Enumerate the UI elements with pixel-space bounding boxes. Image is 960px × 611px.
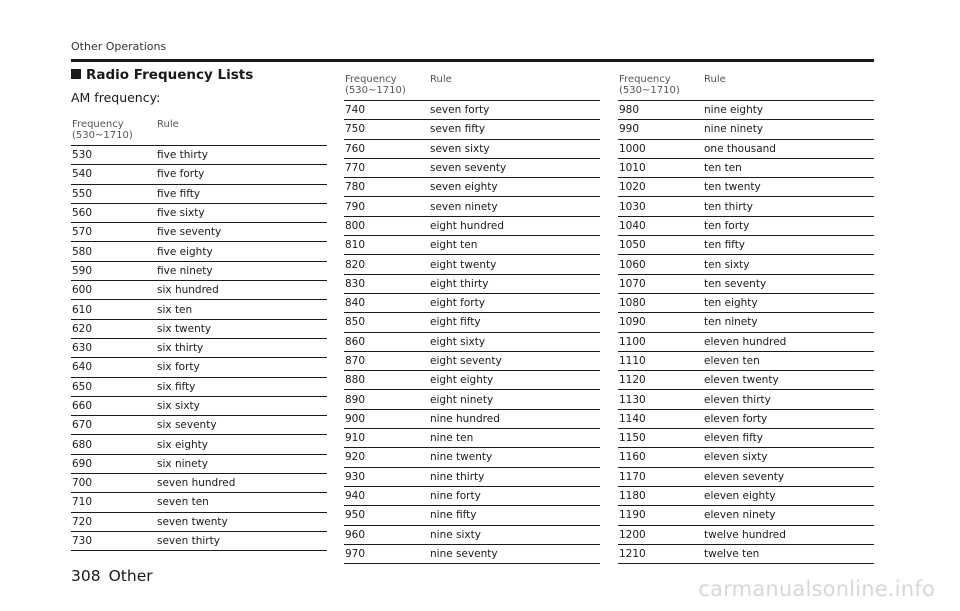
rule-cell: five eighty bbox=[156, 242, 327, 261]
frequency-cell: 760 bbox=[344, 139, 429, 158]
am-frequency-label: AM frequency: bbox=[71, 90, 161, 105]
table-row bbox=[618, 429, 874, 448]
rule-cell: eleven forty bbox=[703, 409, 874, 428]
page-footer bbox=[71, 567, 153, 585]
table-row bbox=[71, 261, 327, 280]
running-header: Other Operations bbox=[71, 40, 167, 53]
table-row bbox=[344, 139, 600, 158]
rule-cell: ten sixty bbox=[703, 255, 874, 274]
frequency-cell: 720 bbox=[71, 512, 156, 531]
frequency-cell: 820 bbox=[344, 255, 429, 274]
frequency-cell: 1050 bbox=[618, 236, 703, 255]
frequency-cell: 540 bbox=[71, 165, 156, 184]
table-row bbox=[71, 454, 327, 473]
rule-cell: ten ninety bbox=[703, 313, 874, 332]
table-row bbox=[71, 165, 327, 184]
table-row bbox=[344, 390, 600, 409]
table-row bbox=[344, 351, 600, 370]
table-row bbox=[71, 396, 327, 415]
rule-cell: eight forty bbox=[429, 293, 600, 312]
frequency-cell: 1200 bbox=[618, 525, 703, 544]
table-row bbox=[344, 544, 600, 563]
frequency-table-1 bbox=[71, 119, 327, 551]
table-row bbox=[344, 467, 600, 486]
table-row bbox=[71, 377, 327, 396]
frequency-cell: 1180 bbox=[618, 486, 703, 505]
table-row bbox=[618, 313, 874, 332]
frequency-cell: 1150 bbox=[618, 429, 703, 448]
table-row bbox=[344, 216, 600, 235]
frequency-cell: 1030 bbox=[618, 197, 703, 216]
frequency-cell: 750 bbox=[344, 120, 429, 139]
frequency-cell: 970 bbox=[344, 544, 429, 563]
frequency-cell: 690 bbox=[71, 454, 156, 473]
frequency-cell: 1120 bbox=[618, 371, 703, 390]
rule-header: Rule bbox=[429, 74, 600, 101]
frequency-cell: 740 bbox=[344, 101, 429, 120]
table-row bbox=[618, 409, 874, 428]
frequency-cell: 1100 bbox=[618, 332, 703, 351]
table-row bbox=[71, 338, 327, 357]
rule-cell: nine twenty bbox=[429, 448, 600, 467]
table-row bbox=[344, 332, 600, 351]
rule-cell: eleven sixty bbox=[703, 448, 874, 467]
rule-cell: ten thirty bbox=[703, 197, 874, 216]
table-row bbox=[71, 242, 327, 261]
square-bullet-icon bbox=[71, 69, 81, 79]
rule-cell: five thirty bbox=[156, 146, 327, 165]
frequency-cell: 1170 bbox=[618, 467, 703, 486]
frequency-cell: 560 bbox=[71, 203, 156, 222]
frequency-header-label: Frequency bbox=[72, 119, 124, 130]
table-row bbox=[618, 216, 874, 235]
frequency-cell: 610 bbox=[71, 300, 156, 319]
table-row bbox=[344, 101, 600, 120]
rule-cell: six sixty bbox=[156, 396, 327, 415]
rule-cell: five ninety bbox=[156, 261, 327, 280]
frequency-cell: 640 bbox=[71, 358, 156, 377]
rule-cell: seven ten bbox=[156, 493, 327, 512]
table-row bbox=[344, 255, 600, 274]
table-row bbox=[71, 474, 327, 493]
table-row bbox=[618, 467, 874, 486]
table-header-row bbox=[344, 74, 600, 101]
frequency-cell: 670 bbox=[71, 416, 156, 435]
frequency-header-label: Frequency bbox=[345, 74, 397, 85]
rule-cell: eleven hundred bbox=[703, 332, 874, 351]
rule-cell: eight sixty bbox=[429, 332, 600, 351]
rule-cell: six ninety bbox=[156, 454, 327, 473]
rule-cell: five sixty bbox=[156, 203, 327, 222]
table-row bbox=[618, 448, 874, 467]
frequency-cell: 680 bbox=[71, 435, 156, 454]
frequency-cell: 790 bbox=[344, 197, 429, 216]
rule-header: Rule bbox=[156, 119, 327, 146]
table-row bbox=[344, 158, 600, 177]
rule-cell: six forty bbox=[156, 358, 327, 377]
rule-cell: nine hundred bbox=[429, 409, 600, 428]
rule-header: Rule bbox=[703, 74, 874, 101]
frequency-cell: 830 bbox=[344, 274, 429, 293]
frequency-cell: 900 bbox=[344, 409, 429, 428]
table-header-row bbox=[71, 119, 327, 146]
frequency-cell: 950 bbox=[344, 506, 429, 525]
rule-cell: eleven fifty bbox=[703, 429, 874, 448]
frequency-cell: 1040 bbox=[618, 216, 703, 235]
rule-cell: eight hundred bbox=[429, 216, 600, 235]
table-row bbox=[71, 531, 327, 550]
table-row bbox=[344, 409, 600, 428]
table-row bbox=[618, 544, 874, 563]
rule-cell: seven eighty bbox=[429, 178, 600, 197]
frequency-range-label: (530~1710) bbox=[72, 130, 133, 141]
table-row bbox=[344, 506, 600, 525]
table-row bbox=[71, 435, 327, 454]
frequency-cell: 700 bbox=[71, 474, 156, 493]
frequency-cell: 1060 bbox=[618, 255, 703, 274]
table-row bbox=[618, 101, 874, 120]
rule-cell: nine ninety bbox=[703, 120, 874, 139]
table-row bbox=[344, 236, 600, 255]
rule-cell: twelve ten bbox=[703, 544, 874, 563]
frequency-cell: 870 bbox=[344, 351, 429, 370]
rule-cell: eight twenty bbox=[429, 255, 600, 274]
rule-cell: seven ninety bbox=[429, 197, 600, 216]
rule-cell: six fifty bbox=[156, 377, 327, 396]
frequency-table-2 bbox=[344, 74, 600, 564]
frequency-cell: 530 bbox=[71, 146, 156, 165]
table-row bbox=[618, 197, 874, 216]
rule-cell: five forty bbox=[156, 165, 327, 184]
frequency-cell: 1090 bbox=[618, 313, 703, 332]
table-row bbox=[71, 203, 327, 222]
frequency-cell: 580 bbox=[71, 242, 156, 261]
table-row bbox=[618, 158, 874, 177]
rule-cell: nine sixty bbox=[429, 525, 600, 544]
table-row bbox=[618, 371, 874, 390]
frequency-cell: 1190 bbox=[618, 506, 703, 525]
table-row bbox=[618, 525, 874, 544]
frequency-header bbox=[618, 74, 703, 101]
frequency-header-label: Frequency bbox=[619, 74, 671, 85]
rule-cell: ten fifty bbox=[703, 236, 874, 255]
rule-cell: seven forty bbox=[429, 101, 600, 120]
table-row bbox=[71, 300, 327, 319]
rule-cell: eight seventy bbox=[429, 351, 600, 370]
frequency-cell: 960 bbox=[344, 525, 429, 544]
table-row bbox=[344, 313, 600, 332]
frequency-cell: 1160 bbox=[618, 448, 703, 467]
rule-cell: nine fifty bbox=[429, 506, 600, 525]
frequency-cell: 860 bbox=[344, 332, 429, 351]
rule-cell: eleven twenty bbox=[703, 371, 874, 390]
section-title bbox=[71, 67, 253, 83]
frequency-cell: 1020 bbox=[618, 178, 703, 197]
frequency-cell: 890 bbox=[344, 390, 429, 409]
frequency-cell: 840 bbox=[344, 293, 429, 312]
frequency-cell: 1140 bbox=[618, 409, 703, 428]
frequency-cell: 800 bbox=[344, 216, 429, 235]
frequency-cell: 620 bbox=[71, 319, 156, 338]
table-row bbox=[344, 371, 600, 390]
frequency-cell: 940 bbox=[344, 486, 429, 505]
rule-cell: nine thirty bbox=[429, 467, 600, 486]
frequency-cell: 780 bbox=[344, 178, 429, 197]
frequency-cell: 770 bbox=[344, 158, 429, 177]
rule-cell: ten forty bbox=[703, 216, 874, 235]
rule-cell: six hundred bbox=[156, 281, 327, 300]
watermark: carmanualsonline.info bbox=[698, 577, 935, 601]
table-row bbox=[344, 120, 600, 139]
rule-cell: six ten bbox=[156, 300, 327, 319]
rule-cell: eleven ninety bbox=[703, 506, 874, 525]
rule-cell: five seventy bbox=[156, 223, 327, 242]
rule-cell: nine seventy bbox=[429, 544, 600, 563]
table-row bbox=[618, 139, 874, 158]
table-row bbox=[344, 525, 600, 544]
rule-cell: six seventy bbox=[156, 416, 327, 435]
frequency-cell: 630 bbox=[71, 338, 156, 357]
rule-cell: ten seventy bbox=[703, 274, 874, 293]
section-title-text: Radio Frequency Lists bbox=[86, 67, 254, 83]
table-row bbox=[71, 416, 327, 435]
rule-cell: seven sixty bbox=[429, 139, 600, 158]
rule-cell: seven seventy bbox=[429, 158, 600, 177]
rule-cell: eleven eighty bbox=[703, 486, 874, 505]
rule-cell: six eighty bbox=[156, 435, 327, 454]
header-rule bbox=[71, 59, 874, 62]
frequency-cell: 810 bbox=[344, 236, 429, 255]
frequency-cell: 550 bbox=[71, 184, 156, 203]
rule-cell: seven twenty bbox=[156, 512, 327, 531]
frequency-cell: 730 bbox=[71, 531, 156, 550]
table-row bbox=[618, 255, 874, 274]
frequency-cell: 710 bbox=[71, 493, 156, 512]
table-header-row bbox=[618, 74, 874, 101]
rule-cell: eight eighty bbox=[429, 371, 600, 390]
table-row bbox=[618, 120, 874, 139]
frequency-cell: 600 bbox=[71, 281, 156, 300]
table-row bbox=[71, 493, 327, 512]
frequency-cell: 660 bbox=[71, 396, 156, 415]
table-row bbox=[618, 236, 874, 255]
table-row bbox=[344, 486, 600, 505]
table-row bbox=[71, 146, 327, 165]
chapter-name: Other bbox=[108, 567, 153, 585]
rule-cell: eleven thirty bbox=[703, 390, 874, 409]
rule-cell: eight ten bbox=[429, 236, 600, 255]
rule-cell: ten eighty bbox=[703, 293, 874, 312]
table-row bbox=[344, 429, 600, 448]
frequency-cell: 920 bbox=[344, 448, 429, 467]
table-row bbox=[344, 448, 600, 467]
table-row bbox=[344, 274, 600, 293]
frequency-cell: 1000 bbox=[618, 139, 703, 158]
frequency-cell: 1070 bbox=[618, 274, 703, 293]
table-row bbox=[344, 178, 600, 197]
rule-cell: eleven ten bbox=[703, 351, 874, 370]
frequency-header bbox=[71, 119, 156, 146]
table-row bbox=[71, 184, 327, 203]
frequency-cell: 850 bbox=[344, 313, 429, 332]
rule-cell: eleven seventy bbox=[703, 467, 874, 486]
rule-cell: ten twenty bbox=[703, 178, 874, 197]
rule-cell: five fifty bbox=[156, 184, 327, 203]
rule-cell: six thirty bbox=[156, 338, 327, 357]
rule-cell: seven thirty bbox=[156, 531, 327, 550]
frequency-cell: 980 bbox=[618, 101, 703, 120]
rule-cell: nine eighty bbox=[703, 101, 874, 120]
frequency-cell: 590 bbox=[71, 261, 156, 280]
frequency-cell: 880 bbox=[344, 371, 429, 390]
frequency-cell: 1130 bbox=[618, 390, 703, 409]
rule-cell: twelve hundred bbox=[703, 525, 874, 544]
rule-cell: eight fifty bbox=[429, 313, 600, 332]
rule-cell: nine forty bbox=[429, 486, 600, 505]
table-row bbox=[344, 197, 600, 216]
rule-cell: six twenty bbox=[156, 319, 327, 338]
table-row bbox=[71, 512, 327, 531]
table-row bbox=[71, 281, 327, 300]
rule-cell: eight ninety bbox=[429, 390, 600, 409]
table-row bbox=[618, 293, 874, 312]
table-row bbox=[618, 351, 874, 370]
rule-cell: seven fifty bbox=[429, 120, 600, 139]
rule-cell: ten ten bbox=[703, 158, 874, 177]
table-row bbox=[618, 486, 874, 505]
table-row bbox=[71, 358, 327, 377]
frequency-cell: 1080 bbox=[618, 293, 703, 312]
frequency-cell: 930 bbox=[344, 467, 429, 486]
rule-cell: nine ten bbox=[429, 429, 600, 448]
frequency-cell: 650 bbox=[71, 377, 156, 396]
frequency-range-label: (530~1710) bbox=[345, 85, 406, 96]
frequency-table-3 bbox=[618, 74, 874, 564]
table-row bbox=[618, 390, 874, 409]
frequency-range-label: (530~1710) bbox=[619, 85, 680, 96]
frequency-cell: 570 bbox=[71, 223, 156, 242]
table-row bbox=[344, 293, 600, 312]
rule-cell: eight thirty bbox=[429, 274, 600, 293]
table-row bbox=[618, 506, 874, 525]
frequency-cell: 1010 bbox=[618, 158, 703, 177]
table-row bbox=[618, 178, 874, 197]
rule-cell: one thousand bbox=[703, 139, 874, 158]
frequency-cell: 910 bbox=[344, 429, 429, 448]
table-row bbox=[71, 223, 327, 242]
frequency-cell: 1110 bbox=[618, 351, 703, 370]
table-row bbox=[618, 274, 874, 293]
frequency-header bbox=[344, 74, 429, 101]
frequency-cell: 990 bbox=[618, 120, 703, 139]
table-row bbox=[618, 332, 874, 351]
page-number: 308 bbox=[71, 567, 101, 585]
frequency-cell: 1210 bbox=[618, 544, 703, 563]
rule-cell: seven hundred bbox=[156, 474, 327, 493]
table-row bbox=[71, 319, 327, 338]
